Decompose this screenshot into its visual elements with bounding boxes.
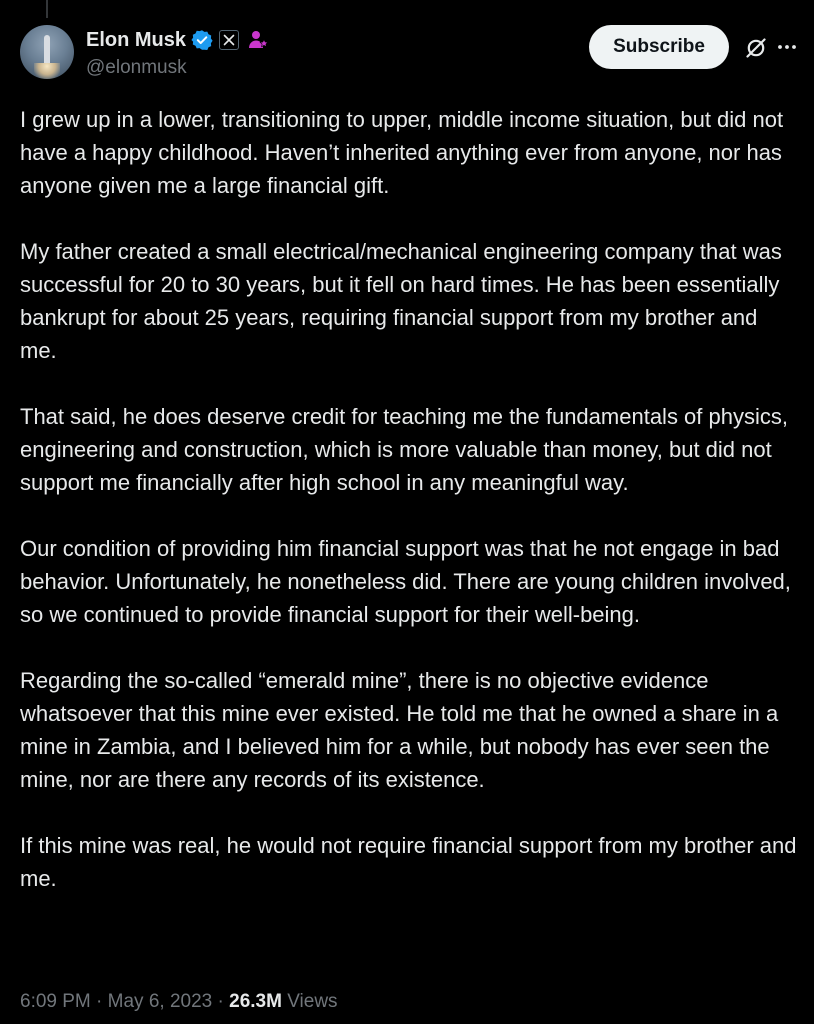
tweet-paragraph: If this mine was real, he would not require financial support from my brother and me. bbox=[20, 833, 797, 891]
meta-separator: · bbox=[217, 991, 224, 1012]
tweet-paragraph: I grew up in a lower, transitioning to upper, middle income situation, but did not have a happy childhood. Haven’t inherited anything ever from anyone, nor has anyone given me a large financial gift. bbox=[20, 107, 784, 198]
tweet-metadata bbox=[20, 987, 338, 1017]
author-name-row bbox=[86, 27, 269, 53]
tweet-paragraph: That said, he does deserve credit for teaching me the fundamentals of physics, engineering and construction, which is more valuable than money, but did not support me financially after high school in any meaningful way. bbox=[20, 404, 788, 495]
tweet-date: May 6, 2023 bbox=[107, 991, 213, 1012]
subscribe-button[interactable]: Subscribe bbox=[589, 25, 729, 69]
grok-icon[interactable] bbox=[744, 36, 768, 60]
views-count: 26.3M bbox=[229, 991, 282, 1012]
thread-connector-line bbox=[46, 0, 48, 18]
author-block bbox=[86, 27, 269, 79]
verified-badge-icon[interactable] bbox=[191, 29, 213, 51]
tweet-text bbox=[20, 103, 800, 928]
tweet-time: 6:09 PM bbox=[20, 991, 91, 1012]
tweet-paragraph: Our condition of providing him financial support was that he not engage in bad behavior. Unfortunately, he nonetheless did. There are young children involved, so we continued to provide financial support for their well-being. bbox=[20, 536, 791, 627]
rocket-plume-graphic bbox=[34, 63, 60, 79]
views-label: Views bbox=[287, 991, 338, 1012]
tweet-paragraph: My father created a small electrical/mechanical engineering company that was successful for 20 to 30 years, but it fell on hard times. He has been essentially bankrupt for about 25 years, requiring financial support from my brother and me. bbox=[20, 239, 782, 363]
author-display-name[interactable]: Elon Musk bbox=[86, 28, 187, 51]
avatar[interactable] bbox=[20, 25, 74, 79]
author-handle[interactable]: @elonmusk bbox=[86, 57, 187, 78]
tweet-header bbox=[20, 25, 794, 83]
more-icon[interactable] bbox=[776, 36, 798, 58]
tweet-timestamp[interactable] bbox=[20, 991, 212, 1012]
x-affiliation-icon[interactable] bbox=[219, 30, 239, 50]
meta-separator: · bbox=[96, 991, 103, 1012]
affiliate-person-icon[interactable] bbox=[247, 29, 269, 51]
tweet-paragraph: Regarding the so-called “emerald mine”, there is no objective evidence whatsoever that this mine ever existed. He told me that he owned a share in a mine in Zambia, and I believed him for a while, but nobody has ever seen the mine, nor are there any records of its existence. bbox=[20, 668, 779, 792]
